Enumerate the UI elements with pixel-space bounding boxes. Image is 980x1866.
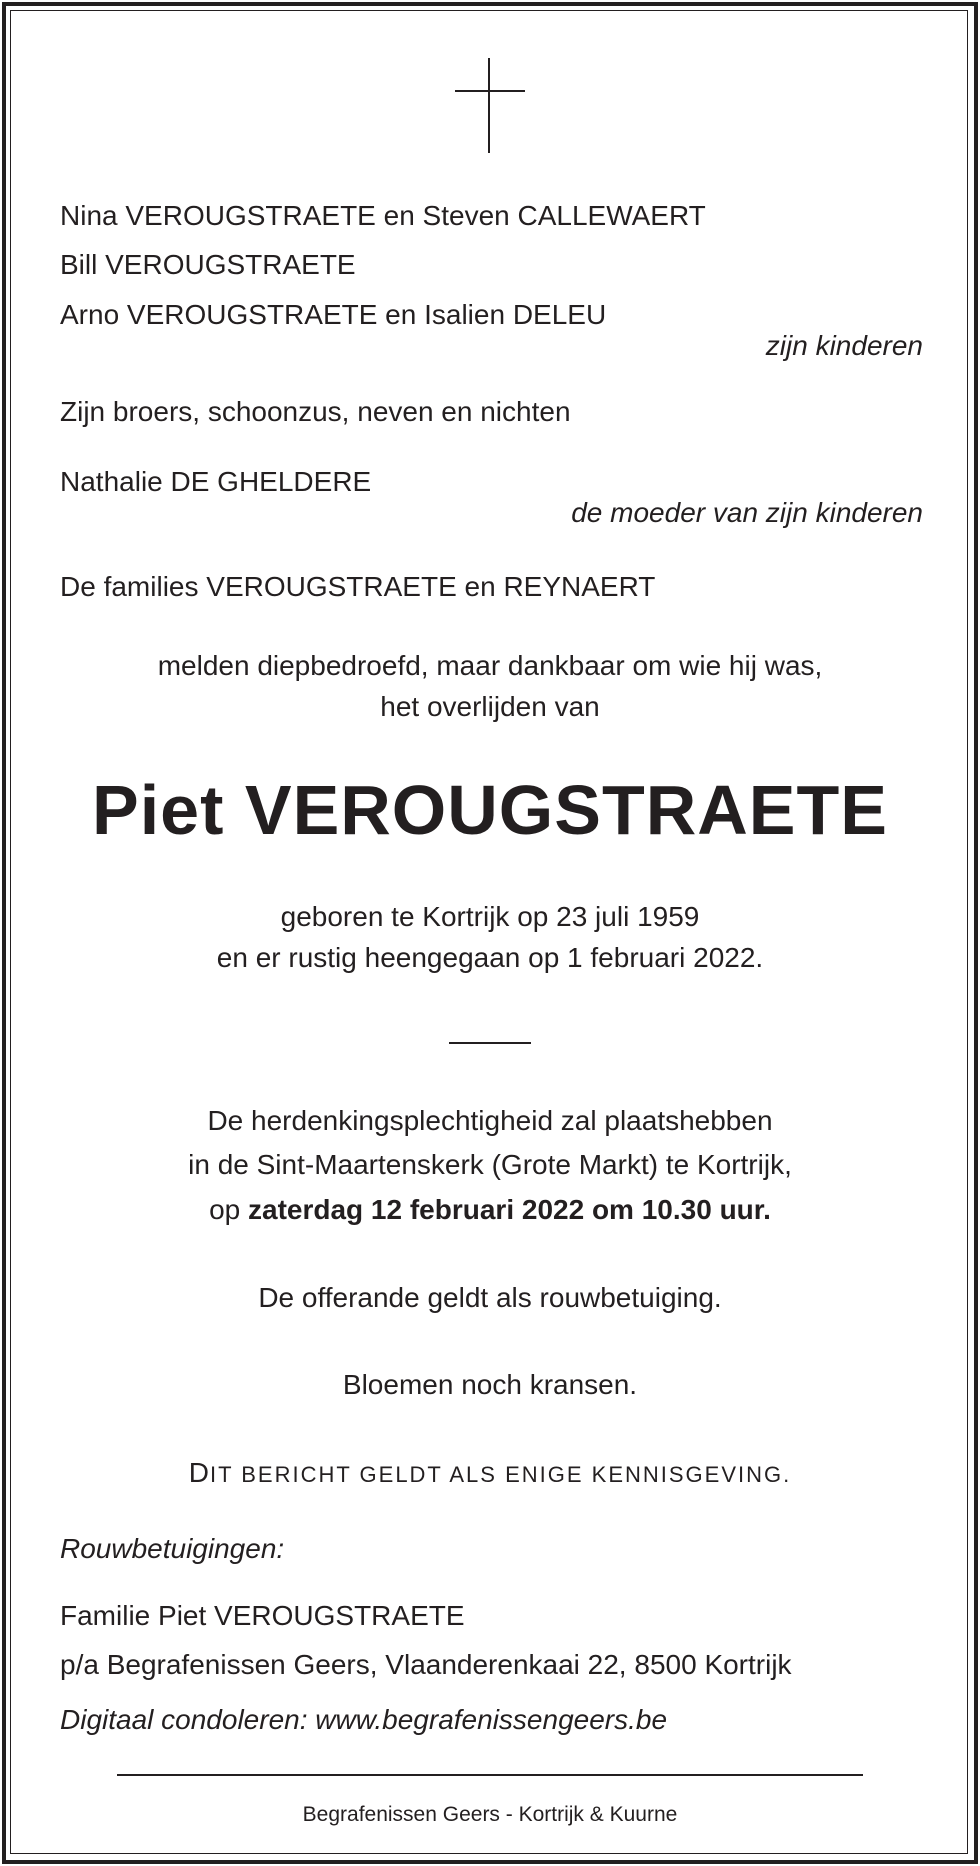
- birth-line: geboren te Kortrijk op 23 juli 1959: [280, 901, 700, 932]
- long-separator: [117, 1774, 863, 1776]
- condolences-address: p/a Begrafenissen Geers, Vlaanderenkaai 22, 8500 Kortrijk: [60, 1649, 792, 1680]
- mother-name: Nathalie DE GHELDERE: [60, 466, 372, 497]
- cross-icon: [455, 58, 525, 153]
- footer-text: Begrafenissen Geers - Kortrijk & Kuurne: [302, 1803, 678, 1826]
- children-role: zijn kinderen: [765, 330, 923, 361]
- flowers-line: Bloemen noch kransen.: [342, 1369, 638, 1400]
- families-line: De families VEROUGSTRAETE en REYNAERT: [60, 571, 656, 602]
- condolences-heading: Rouwbetuigingen:: [60, 1533, 285, 1564]
- deceased-name: Piet VEROUGSTRAETE: [92, 771, 888, 849]
- child-line-2: Bill VEROUGSTRAETE: [60, 249, 356, 280]
- death-line: en er rustig heengegaan op 1 februari 2022.: [216, 942, 764, 973]
- mother-role: de moeder van zijn kinderen: [571, 497, 923, 528]
- short-separator: [449, 1042, 531, 1044]
- ceremony-line-3: [0, 1193, 980, 1227]
- condolences-family: Familie Piet VEROUGSTRAETE: [60, 1600, 465, 1631]
- ceremony-line-2: in de Sint-Maartenskerk (Grote Markt) te Kortrijk,: [188, 1149, 792, 1180]
- siblings-line: Zijn broers, schoonzus, neven en nichten: [60, 396, 571, 427]
- ceremony-datetime: zaterdag 12 februari 2022 om 10.30 uur.: [248, 1194, 771, 1225]
- notice-initial: D: [188, 1457, 210, 1488]
- offering-line: De offerande geldt als rouwbetuiging.: [258, 1282, 722, 1313]
- child-line-3: Arno VEROUGSTRAETE en Isalien DELEU: [60, 299, 607, 330]
- notice-line: [0, 1456, 980, 1492]
- notice-rest: IT BERICHT GELDT ALS ENIGE KENNISGEVING.: [209, 1462, 792, 1487]
- announcement-line-2: het overlijden van: [380, 691, 600, 722]
- condolences-digital: Digitaal condoleren: www.begrafenissengeers.be: [60, 1704, 668, 1735]
- child-line-1: Nina VEROUGSTRAETE en Steven CALLEWAERT: [60, 200, 706, 231]
- ceremony-line-1: De herdenkingsplechtigheid zal plaatshebben: [207, 1105, 773, 1136]
- ceremony-prefix: op: [209, 1194, 241, 1225]
- announcement-line-1: melden diepbedroefd, maar dankbaar om wie hij was,: [157, 650, 823, 681]
